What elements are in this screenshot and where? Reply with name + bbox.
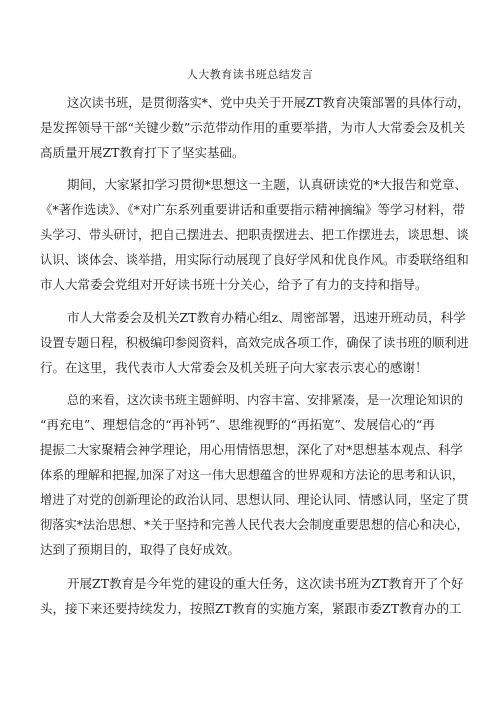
paragraph-line: 增进了对党的创新理论的政治认同、思想认同、理论认同、情感认同，坚定了贯 bbox=[40, 493, 469, 507]
paragraph-line: 市人大常委会党组对开好读书班十分关心，给予了有力的支持和指导。 bbox=[40, 277, 428, 292]
paragraph-line: 体系的理解和把握,加深了对这一伟大思想蕴含的世界观和方法论的思考和认识， bbox=[40, 468, 464, 482]
paragraph-line: 提振二大家聚精会神学理论，用心用情悟思想，深化了对*思想基本观点、科学 bbox=[40, 443, 463, 457]
paragraph-line: 是发挥领导干部“关键少数”示范带动作用的重要举措，为市人大常委会及机关 bbox=[40, 120, 466, 135]
paragraph-line: 彻落实*法治思想、*关于坚持和完善人民代表大会制度重要思想的信心和决心， bbox=[40, 518, 469, 532]
paragraph-line: 设置专题日程，积极编印参阅资料，高效完成各项工作，确保了读书班的顺利进 bbox=[40, 336, 469, 350]
paragraph-line: 市人大常委会及机关ZT教育办精心组z、周密部署，迅速开班动员，科学 bbox=[67, 310, 466, 325]
paragraph-line: 头学习、带头研讨，把自己摆进去、把职责摆进去、把工作摆进去，谈思想、谈 bbox=[40, 228, 469, 242]
paragraph-line: 《*著作选读》、《*对广东系列重要讲话和重要指示精神摘编》等学习材料，带 bbox=[40, 202, 466, 217]
paragraph-line: 头，接下来还要持续发力，按照ZT教育的实施方案，紧跟市委ZT教育办的工 bbox=[40, 601, 462, 616]
paragraph-line: 这次读书班，是贯彻落实*、党中央关于开展ZT教育决策部署的具体行动， bbox=[67, 96, 470, 110]
paragraph-line: 达到了预期目的，取得了良好成效。 bbox=[40, 542, 241, 557]
paragraph-line: “再充电”、理想信念的“再补钙”、思维视野的“再拓宽”、发展信心的“再 bbox=[40, 417, 435, 432]
document-title: 人大教育读书班总结发言 bbox=[186, 68, 314, 81]
paragraph-line: 认识、谈体会、谈举措，用实际行动展现了良好学风和优良作风。市委联络组和 bbox=[40, 253, 469, 267]
paragraph-line: 总的来看，这次读书班主题鲜明、内容丰富、安排紧凑，是一次理论知识的 bbox=[67, 393, 464, 407]
paragraph-line: 期间，大家紧扣学习贯彻*思想这一主题，认真研读党的*大报告和党章、 bbox=[67, 177, 468, 192]
paragraph-line: 开展ZT教育是今年党的建设的重大任务，这次读书班为ZT教育开了个好 bbox=[67, 576, 464, 591]
paragraph-line: 行。在这里，我代表市人大常委会及机关班子向大家表示衷心的感谢！ bbox=[40, 360, 428, 375]
paragraph-line: 高质量开展ZT教育打下了坚实基础。 bbox=[40, 145, 245, 160]
